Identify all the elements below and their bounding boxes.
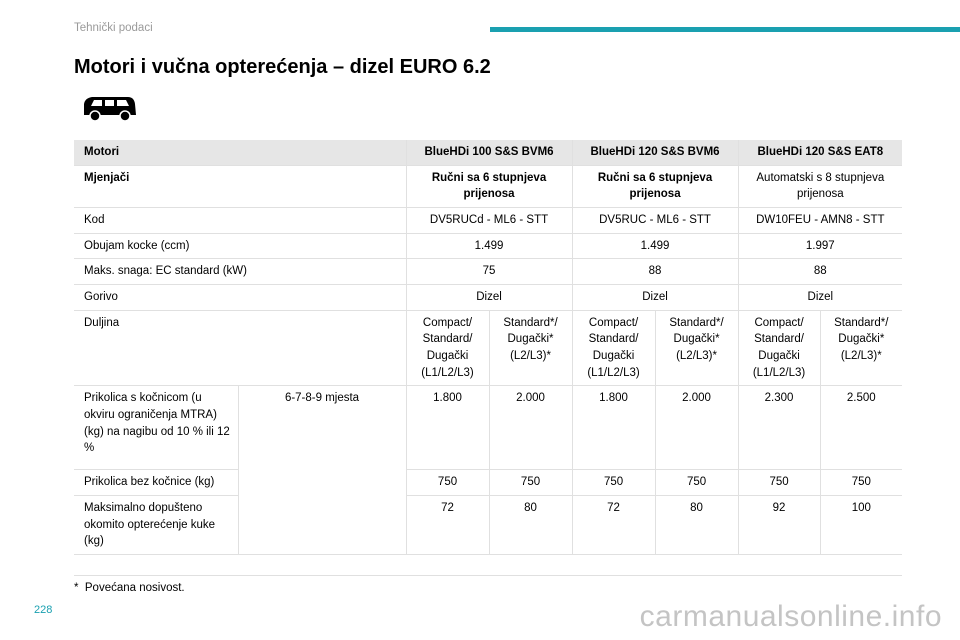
table-cell: Standard*/ Dugački* (L2/L3)* xyxy=(655,310,738,386)
table-header-engines: Motori xyxy=(74,140,406,165)
table-cell: 750 xyxy=(820,470,902,496)
table-cell: 88 xyxy=(572,259,738,285)
table-row-power xyxy=(74,259,902,285)
table-cell: Ručni sa 6 stupnjeva prijenosa xyxy=(572,165,738,207)
table-cell: Standard*/ Dugački* (L2/L3)* xyxy=(489,310,572,386)
row-label: Duljina xyxy=(74,310,406,386)
table-header-engine-2: BlueHDi 120 S&S BVM6 xyxy=(572,140,738,165)
row-label: Gorivo xyxy=(74,285,406,311)
table-row-unbraked-trailer xyxy=(74,470,902,496)
table-header-engine-3: BlueHDi 120 S&S EAT8 xyxy=(738,140,902,165)
table-cell: Standard*/ Dugački* (L2/L3)* xyxy=(820,310,902,386)
table-cell: 75 xyxy=(406,259,572,285)
table-cell: DV5RUCd - ML6 - STT xyxy=(406,208,572,234)
table-cell: 1.997 xyxy=(738,233,902,259)
footnote-divider xyxy=(74,575,902,576)
table-cell: 1.499 xyxy=(572,233,738,259)
row-label: Prikolica bez kočnice (kg) xyxy=(74,470,238,496)
table-row-length xyxy=(74,310,902,386)
row-label: Maks. snaga: EC standard (kW) xyxy=(74,259,406,285)
row-label: Prikolica s kočnicom (u okviru ograničenja MTRA) (kg) na nagibu od 10 % ili 12 % xyxy=(74,386,238,470)
engine-spec-table xyxy=(74,140,902,555)
table-cell: Dizel xyxy=(572,285,738,311)
footnote-text: Povećana nosivost. xyxy=(84,582,185,594)
table-cell: 80 xyxy=(655,496,738,555)
row-label: Maksimalno dopušteno okomito opterećenje kuke (kg) xyxy=(74,496,238,555)
table-row-fuel xyxy=(74,285,902,311)
table-cell: 750 xyxy=(489,470,572,496)
table-cell: 72 xyxy=(406,496,489,555)
footnote-mark: * xyxy=(74,582,79,594)
seats-cell: 6-7-8-9 mjesta xyxy=(238,386,406,555)
table-cell: Compact/ Standard/ Dugački (L1/L2/L3) xyxy=(738,310,820,386)
table-cell: 2.000 xyxy=(489,386,572,470)
table-cell: 80 xyxy=(489,496,572,555)
table-header-engine-1: BlueHDi 100 S&S BVM6 xyxy=(406,140,572,165)
table-cell: 92 xyxy=(738,496,820,555)
table-row-nose-weight xyxy=(74,496,902,555)
table-cell: 100 xyxy=(820,496,902,555)
table-cell: 1.800 xyxy=(406,386,489,470)
table-header-row xyxy=(74,140,902,165)
table-cell: 2.500 xyxy=(820,386,902,470)
page-number: 228 xyxy=(34,604,53,616)
table-cell: DV5RUC - ML6 - STT xyxy=(572,208,738,234)
table-cell: 2.000 xyxy=(655,386,738,470)
table-row-displacement xyxy=(74,233,902,259)
table-cell: 750 xyxy=(655,470,738,496)
table-cell: Ručni sa 6 stupnjeva prijenosa xyxy=(406,165,572,207)
watermark: carmanualsonline.info xyxy=(639,600,942,633)
header-accent-bar xyxy=(490,27,960,32)
table-cell: 1.499 xyxy=(406,233,572,259)
table-cell: 750 xyxy=(738,470,820,496)
table-cell: Compact/ Standard/ Dugački (L1/L2/L3) xyxy=(406,310,489,386)
page-title: Motori i vučna opterećenja – dizel EURO 6.2 xyxy=(74,56,491,78)
table-cell: DW10FEU - AMN8 - STT xyxy=(738,208,902,234)
table-cell: Dizel xyxy=(738,285,902,311)
table-cell: Automatski s 8 stupnjeva prijenosa xyxy=(738,165,902,207)
table-cell: 750 xyxy=(406,470,489,496)
row-label: Mjenjači xyxy=(74,165,406,207)
table-cell: Dizel xyxy=(406,285,572,311)
section-header: Tehnički podaci xyxy=(74,22,153,34)
row-label: Obujam kocke (ccm) xyxy=(74,233,406,259)
table-cell: 750 xyxy=(572,470,655,496)
table-row-code xyxy=(74,208,902,234)
row-label: Kod xyxy=(74,208,406,234)
table-row-gearbox xyxy=(74,165,902,207)
table-cell: Compact/ Standard/ Dugački (L1/L2/L3) xyxy=(572,310,655,386)
table-cell: 1.800 xyxy=(572,386,655,470)
table-row-braked-trailer xyxy=(74,386,902,470)
table-cell: 88 xyxy=(738,259,902,285)
table-cell: 72 xyxy=(572,496,655,555)
table-cell: 2.300 xyxy=(738,386,820,470)
van-icon xyxy=(80,92,138,124)
footnote xyxy=(74,582,185,594)
